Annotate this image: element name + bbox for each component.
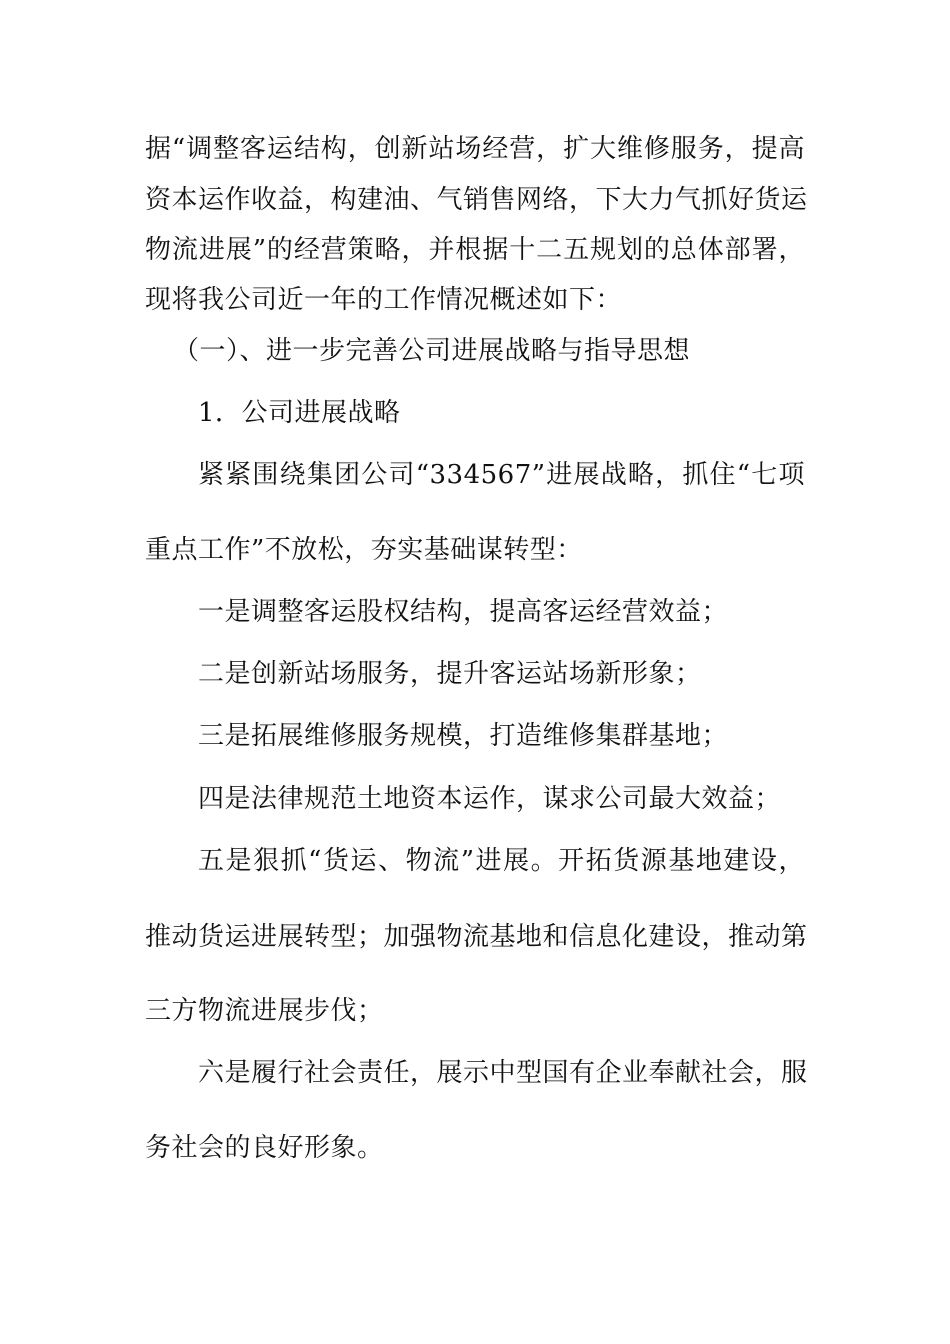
- list-item: 五是狠抓“货运、物流”进展。开拓货源基地建设，: [198, 846, 805, 876]
- body-text-line: 务社会的良好形象。: [145, 1133, 384, 1163]
- section-heading: （一）、进一步完善公司进展战略与指导思想: [173, 336, 691, 366]
- body-text-line: 现将我公司近一年的工作情况概述如下：: [145, 285, 623, 315]
- body-text-line: 三方物流进展步伐；: [145, 996, 384, 1026]
- list-item: 六是履行社会责任，展示中型国有企业奉献社会，服: [198, 1058, 808, 1088]
- list-item: 四是法律规范土地资本运作，谋求公司最大效益；: [198, 784, 782, 814]
- body-text-line: 据“调整客运结构，创新站场经营，扩大维修服务，提高: [145, 134, 805, 164]
- list-item: 一是调整客运股权结构，提高客运经营效益；: [198, 597, 729, 627]
- body-text-line: 重点工作”不放松，夯实基础谋转型：: [145, 535, 583, 565]
- body-text-line: 资本运作收益，构建油、气销售网络，下大力气抓好货运: [145, 185, 808, 215]
- body-text-line: 物流进展”的经营策略，并根据十二五规划的总体部署，: [145, 235, 805, 265]
- subsection-heading: 1．公司进展战略: [198, 398, 401, 428]
- body-text-line: 推动货运进展转型；加强物流基地和信息化建设，推动第: [145, 922, 808, 952]
- list-item: 二是创新站场服务，提升客运站场新形象；: [198, 659, 702, 689]
- body-text-line: 紧紧围绕集团公司“334567”进展战略，抓住“七项: [198, 460, 805, 490]
- list-item: 三是拓展维修服务规模，打造维修集群基地；: [198, 721, 729, 751]
